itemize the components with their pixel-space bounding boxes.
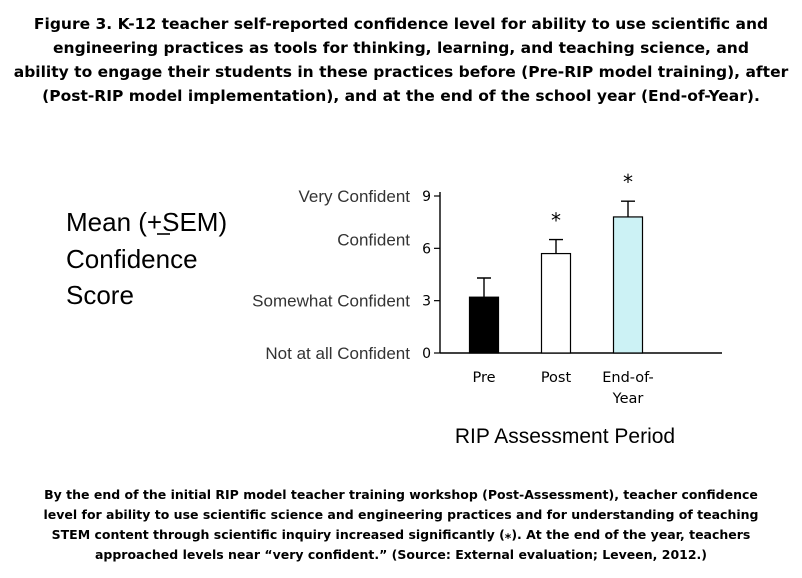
bar-post (542, 254, 571, 353)
error-bar-pre (477, 278, 491, 297)
figure-title-line: (Post-RIP model implementation), and at the end of the school year (End-of-Year). (42, 87, 760, 105)
bars (470, 217, 643, 353)
x-category-label-pre: Pre (472, 370, 496, 386)
figure-title-line: ability to engage their students in these practices before (Pre-RIP model training), after (13, 63, 789, 81)
y-axis-label (66, 207, 227, 310)
level-label-confident: Confident (337, 230, 410, 250)
confidence-level-labels (252, 187, 410, 363)
figure-title-line: engineering practices as tools for thinking, learning, and teaching science, and (53, 39, 749, 57)
figure-caption-line: By the end of the initial RIP model teacher training workshop (Post-Assessment), teacher confidence (44, 487, 758, 502)
y-axis-label-line: Mean (+SEM) (66, 207, 228, 237)
figure-title-line: Figure 3. K-12 teacher self-reported confidence level for ability to use scientific and (33, 15, 769, 33)
bar-pre (470, 297, 499, 353)
bar-end-of-year (614, 217, 643, 353)
x-category-label-end-of-year-line2: Year (612, 391, 644, 407)
y-axis-label-line: Confidence (66, 244, 198, 274)
y-tick-label: 9 (422, 189, 431, 205)
figure-caption-line: level for ability to use scientific science and engineering practices and for understanding of teaching (43, 507, 759, 522)
x-axis-label: RIP Assessment Period (454, 425, 676, 448)
y-ticks (434, 196, 440, 353)
level-label-somewhat-confident: Somewhat Confident (252, 291, 410, 311)
y-tick-label: 6 (422, 241, 431, 258)
significance-marker-end-of-year: * (623, 170, 633, 195)
figure-caption (0, 485, 802, 565)
y-axis-label-line: Score (66, 280, 134, 310)
figure-caption-line: approached levels near “very confident.” (Source: External evaluation; Leveen, 2012.) (94, 547, 708, 562)
x-category-label-end-of-year-line1: End-of- (602, 370, 654, 386)
x-category-labels (472, 370, 653, 407)
level-label-not-at-all-confident: Not at all Confident (265, 344, 410, 363)
error-bar-end-of-year (621, 201, 635, 217)
y-tick-labels (422, 189, 431, 362)
figure-caption-line: STEM content through scientific inquiry increased significantly (⁎). At the end of the year, teachers (51, 527, 751, 542)
x-category-label-post: Post (540, 370, 572, 386)
error-bar-post (549, 240, 563, 254)
y-tick-label: 0 (422, 346, 431, 362)
level-label-very-confident: Very Confident (298, 187, 410, 206)
significance-marker-post: * (551, 208, 561, 233)
y-tick-label: 3 (422, 293, 431, 310)
